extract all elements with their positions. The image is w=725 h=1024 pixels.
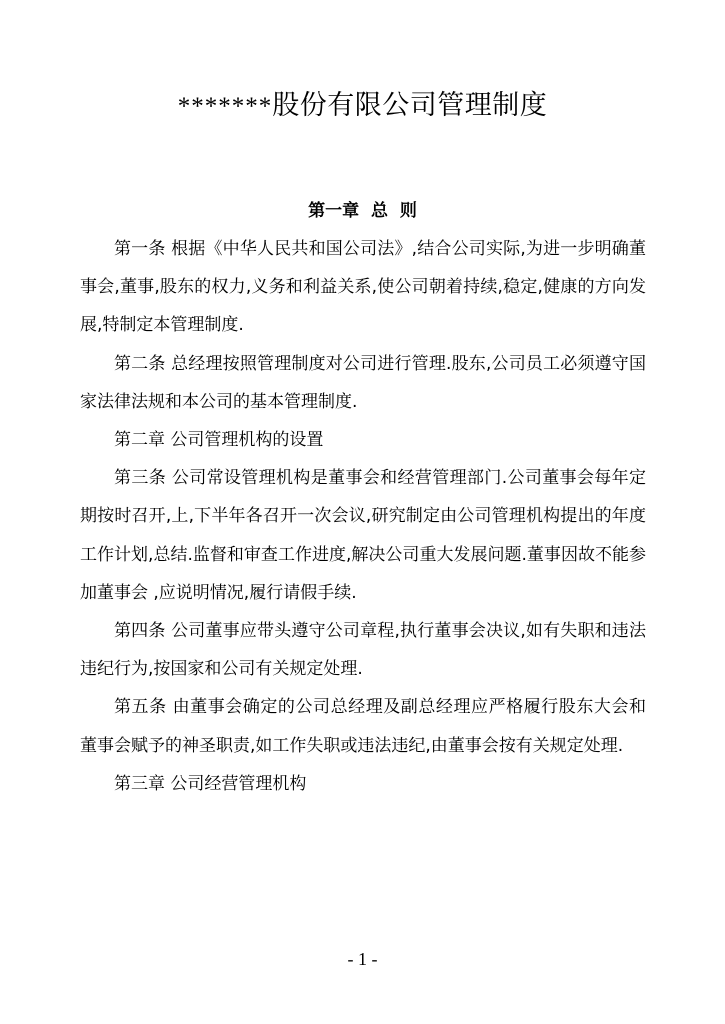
article-1: 第一条 根据《中华人民共和国公司法》,结合公司实际,为进一步明确董事会,董事,股东的权力,义务和利益关系,使公司朝着持续,稳定,健康的方向发展,特制定本管理制度.: [80, 239, 646, 336]
article-4: 第四条 公司董事应带头遵守公司章程,执行董事会决议,如有失职和违法违纪行为,按国家和公司有关规定处理.: [80, 621, 646, 680]
article-3: 第三条 公司常设管理机构是董事会和经营管理部门.公司董事会每年定期按时召开,上,下半年各召开一次会议,研究制定由公司管理机构提出的年度工作计划,总结.监督和审查工作进度,解决公司重大发展问题.董事因故不能参加董事会 ,应说明情况,履行请假手续.: [80, 468, 646, 603]
document-title: [0, 86, 725, 127]
chapter-three-heading: 第三章 公司经营管理机构: [114, 773, 307, 794]
chapter-one-heading: 第一章 总 则: [308, 201, 417, 221]
title-prefix: *******: [177, 93, 273, 120]
article-5: 第五条 由董事会确定的公司总经理及副总经理应严格履行股东大会和董事会赋予的神圣职责,如工作失职或违法违纪,由董事会按有关规定处理.: [80, 697, 646, 756]
page-number: - 1 -: [347, 949, 378, 969]
document-body: [80, 230, 646, 803]
chapter-two-heading: 第二章 公司管理机构的设置: [114, 430, 324, 451]
title-main: 股份有限公司管理制度: [272, 90, 548, 121]
article-2: 第二条 总经理按照管理制度对公司进行管理.股东,公司员工必须遵守国家法律法规和本公司的基本管理制度.: [80, 353, 646, 412]
